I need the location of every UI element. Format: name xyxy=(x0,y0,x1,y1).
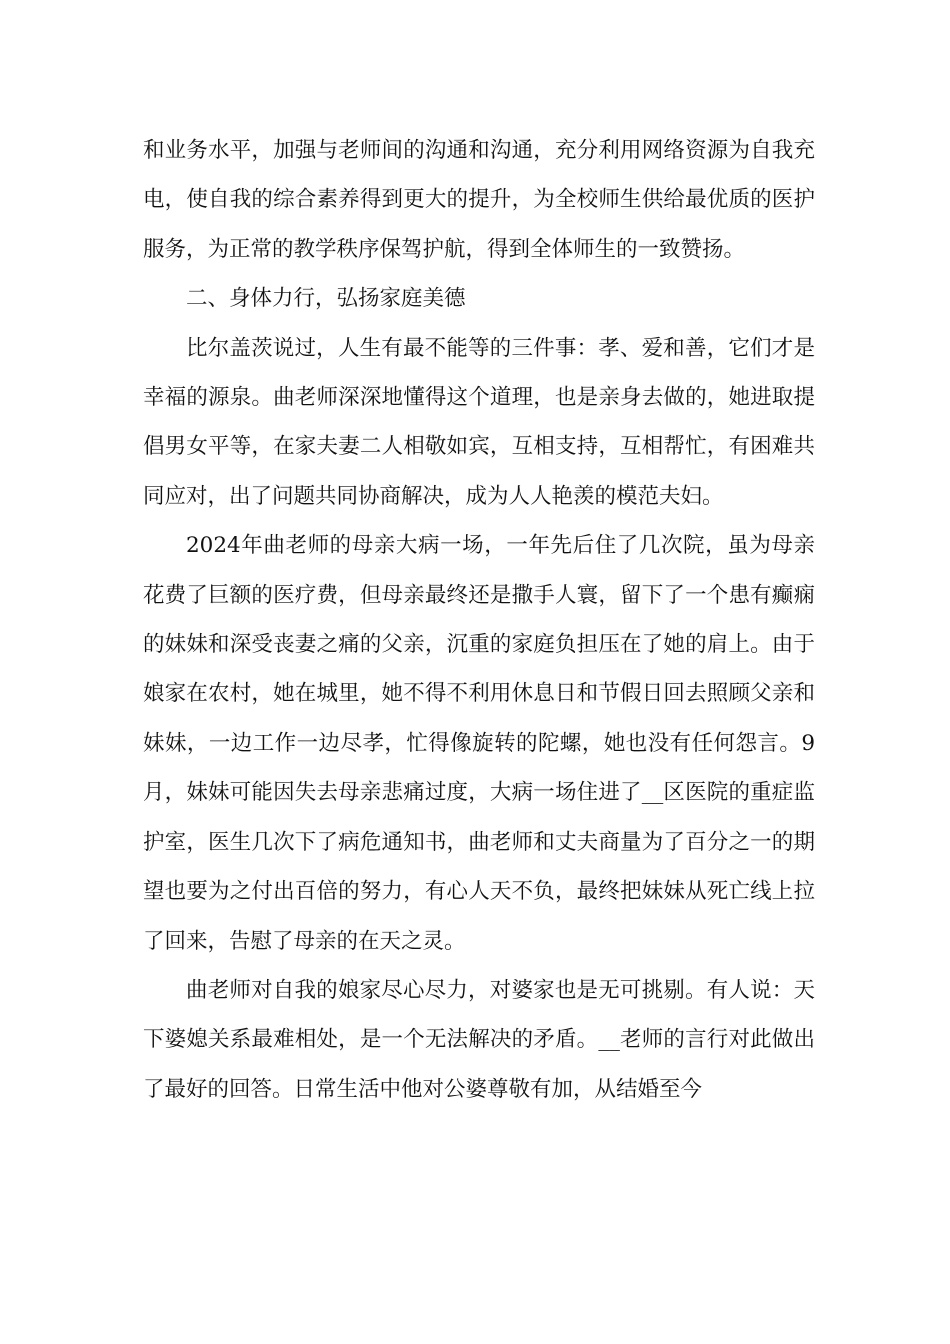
paragraph-mother-illness: 2024年曲老师的母亲大病一场，一年先后住了几次院，虽为母亲花费了巨额的医疗费，但母亲最终还是撒手人寰，留下了一个患有癫痫的妹妹和深受丧妻之痛的父亲，沉重的家庭负担压在了她的肩上。由于娘家在农村，她在城里，她不得不利用休息日和节假日回去照顾父亲和妹妹，一边工作一边尽孝，忙得像旋转的陀螺，她也没有任何怨言。9月，妹妹可能因失去母亲悲痛过度，大病一场住进了__区医院的重症监护室，医生几次下了病危通知书，曲老师和丈夫商量为了百分之一的期望也要为之付出百倍的努力，有心人天不负，最终把妹妹从死亡线上拉了回来，告慰了母亲的在天之灵。 xyxy=(143,533,815,954)
paragraph-continuation: 和业务水平，加强与老师间的沟通和沟通，充分利用网络资源为自我充电，使自我的综合素养得到更大的提升，为全校师生供给最优质的医护服务，为正常的教学秩序保驾护航，得到全体师生的一致赞扬。 xyxy=(143,138,815,262)
section-heading: 二、身体力行，弘扬家庭美德 xyxy=(186,286,466,312)
document-body xyxy=(143,126,815,1114)
paragraph-family-virtue: 比尔盖茨说过，人生有最不能等的三件事：孝、爱和善，它们才是幸福的源泉。曲老师深深地懂得这个道理，也是亲身去做的，她进取提倡男女平等，在家夫妻二人相敬如宾，互相支持，互相帮忙，有困难共同应对，出了问题共同协商解决，成为人人艳羡的模范夫妇。 xyxy=(143,335,815,509)
paragraph-in-laws: 曲老师对自我的娘家尽心尽力，对婆家也是无可挑剔。有人说：天下婆媳关系最难相处，是一个无法解决的矛盾。__老师的言行对此做出了最好的回答。日常生活中他对公婆尊敬有加，从结婚至今 xyxy=(143,977,815,1102)
